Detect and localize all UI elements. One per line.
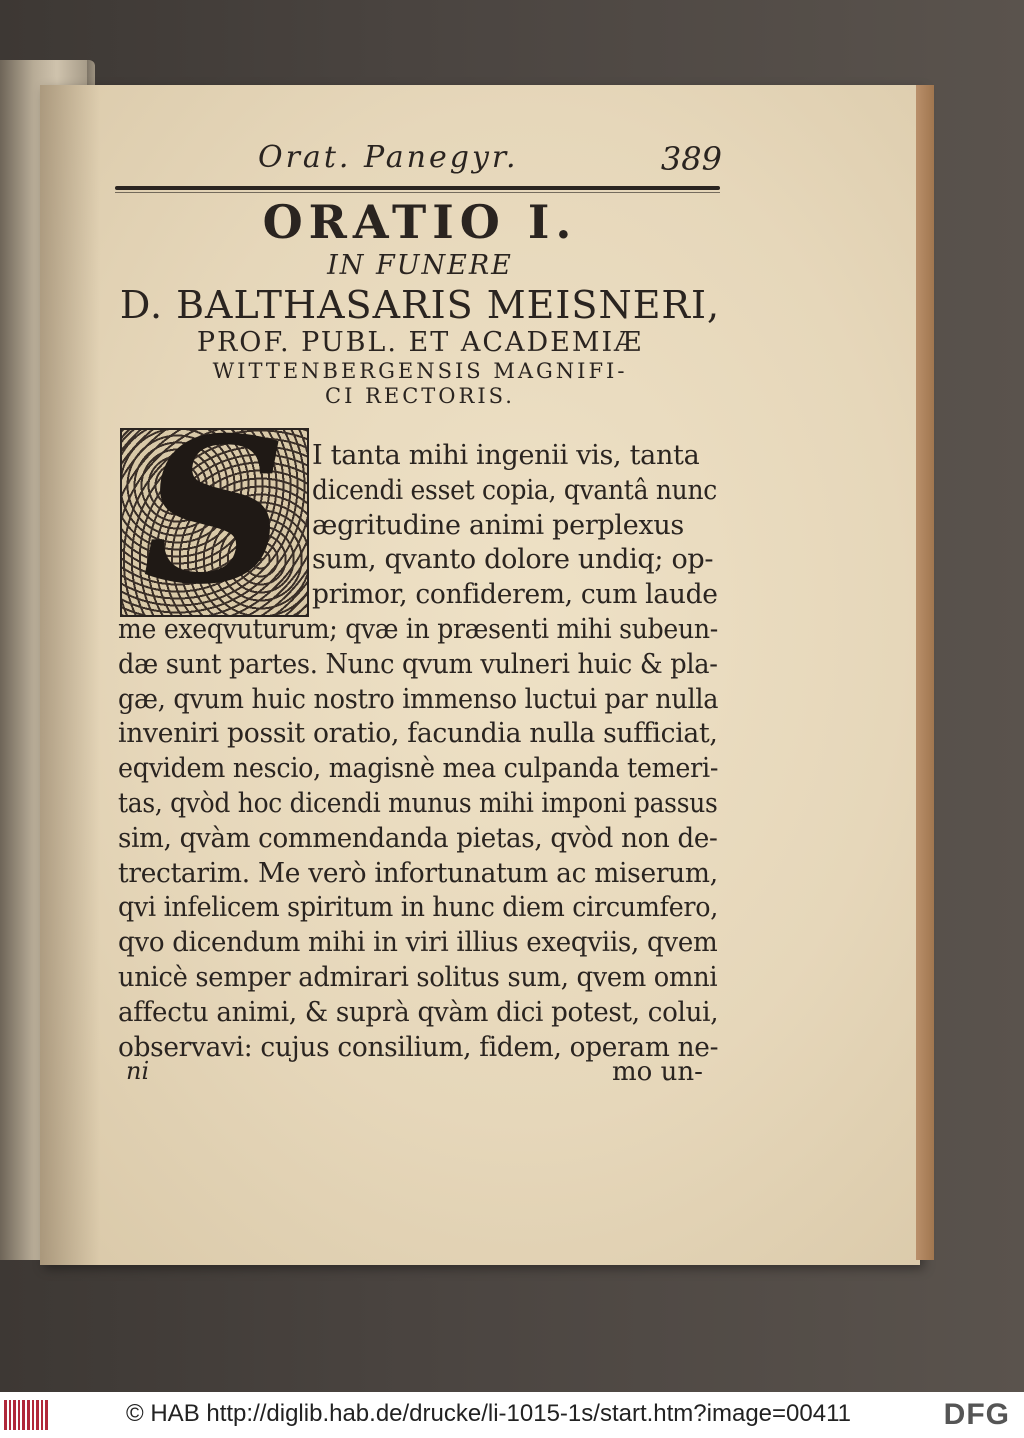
body-line: unicè semper admirari solitus sum, qvem omni [118, 962, 718, 993]
body-line: tas, qvòd hoc dicendi munus mihi imponi passus [118, 788, 718, 819]
body-line: primor, confiderem, cum laude [312, 579, 718, 611]
body-line: I tanta mihi ingenii vis, tanta [312, 440, 700, 471]
running-head [252, 140, 722, 184]
heading-line-2: WITTENBERGENSIS MAGNIFI- [212, 359, 628, 383]
header-rule [115, 186, 720, 190]
body-line: observavi: cujus consilium, fidem, operam ne- [118, 1031, 719, 1063]
body-line: dicendi esset copia, qvantâ nunc [312, 474, 717, 506]
header-rule-thin [115, 192, 720, 193]
footer-bar [0, 1392, 1024, 1438]
running-title: Orat. Panegyr. [258, 140, 519, 175]
gutter-shadow [40, 85, 100, 1265]
initial-letter: S [142, 428, 287, 617]
body-line: me exeqvuturum; qvæ in præsenti mihi subeun- [118, 614, 718, 645]
body-line: sum, qvanto dolore undiq; op- [312, 544, 714, 576]
body-line: inveniri possit oratio, facundia nulla sufficiat, [118, 718, 718, 750]
body-line: gæ, qvum huic nostro immenso luctui par nulla [118, 683, 719, 715]
body-line: dæ sunt partes. Nunc qvum vulneri huic & pla- [118, 648, 718, 680]
body-line: qvo dicendum mihi in viri illius exeqviis, qvem [118, 927, 718, 959]
body-line: affectu animi, & suprà qvàm dici potest, colui, [118, 996, 719, 1028]
dfg-logo: DFG [943, 1398, 1010, 1431]
oration-title: ORATIO I. [262, 195, 578, 249]
body-line: ægritudine animi perplexus [312, 509, 684, 541]
honoree-name: D. BALTHASARIS MEISNERI, [119, 283, 721, 327]
catchword: mo un- [612, 1057, 703, 1087]
heading-line-3: CI RECTORIS. [325, 384, 515, 408]
body-line: sim, qvàm commendanda pietas, qvòd non de- [118, 822, 718, 854]
heading-line-1: PROF. PUBL. ET ACADEMIÆ [196, 327, 644, 358]
signature-mark: ni [126, 1057, 150, 1085]
oration-subtitle: IN FUNERE [327, 250, 513, 281]
hab-logo-icon [4, 1400, 48, 1430]
page-edge [916, 85, 934, 1260]
body-line: eqvidem nescio, magisnè mea culpanda temeri- [118, 753, 719, 785]
body-line: qvi infelicem spiritum in hunc diem circumfero, [118, 892, 719, 924]
decorated-initial [120, 428, 309, 617]
body-line: trectarim. Me verò infortunatum ac miserum, [118, 857, 718, 889]
copyright-text: © HAB http://diglib.hab.de/drucke/li-1015-1s/start.htm?image=00411 [126, 1400, 851, 1427]
page-number: 389 [660, 140, 722, 178]
